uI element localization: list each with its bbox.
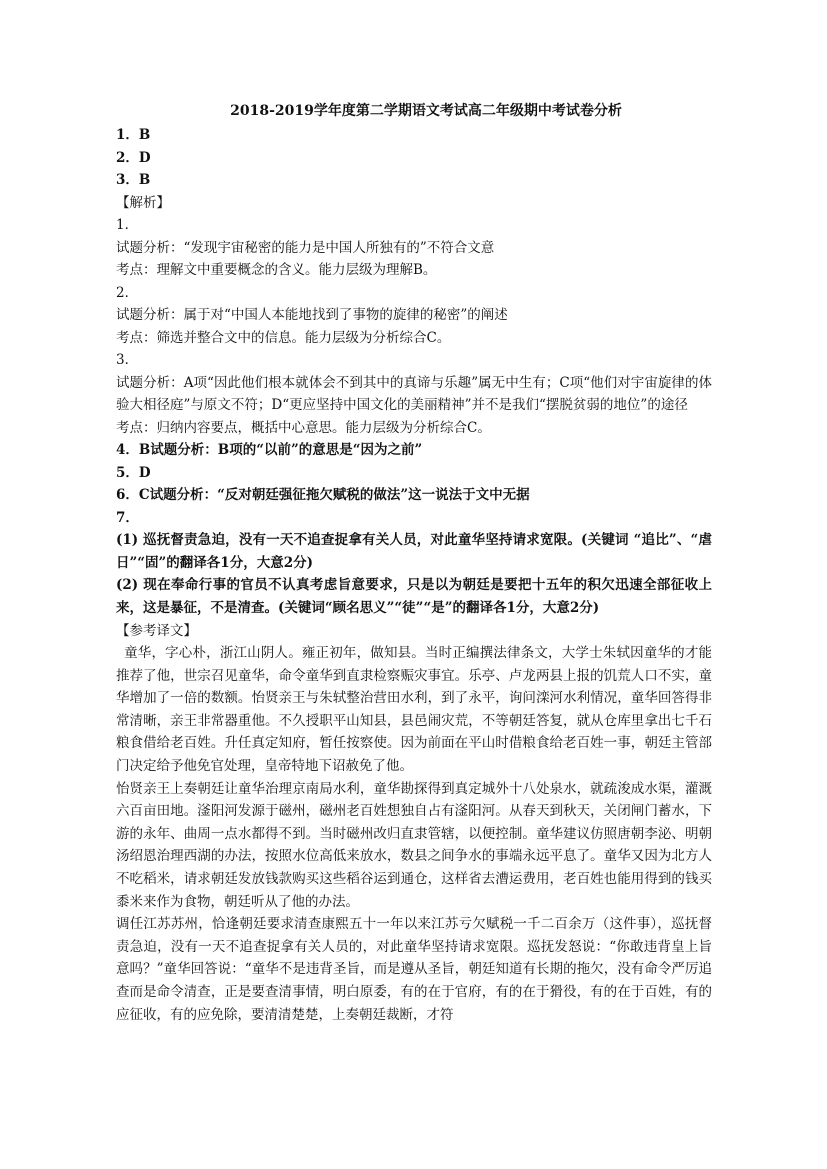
question-1-analysis: 试题分析：“发现宇宙秘密的能力是中国人所独有的”不符合文意	[116, 239, 495, 256]
document-page	[116, 100, 712, 1026]
question-7-number: 7．	[116, 509, 139, 526]
answer-3: 3．B	[116, 172, 151, 188]
question-2-analysis: 试题分析：属于对“中国人本能地找到了事物的旋律的秘密”的阐述	[116, 307, 508, 323]
translation-paragraph-1: 童华，字心朴，浙江山阴人。雍正初年，做知县。当时正编撰法律条文，大学士朱轼因童华的才能推荐了他，世宗召见童华，命令童华到直隶检察赈灾事宜。乐亭、卢龙两县上报的饥荒人口不实，童华增加了一倍的数额。怡贤亲王与朱轼整治营田水利，到了永平，询问滦河水利情况，童华回答得非常清晰，亲王非常器重他。不久授职平山知县，县邑闹灾荒，不等朝廷答复，就从仓库里拿出七千石粮食借给老百姓。升任真定知府，暂任按察使。因为前面在平山时借粮食给老百姓一事，朝廷主管部门决定给予他免官处理，皇帝特地下诏赦免了他。	[116, 645, 712, 775]
translation-answer-2: (2) 现在奉命行事的官员不认真考虑旨意要求，只是以为朝廷是要把十五年的积欠迅速全部征收上来，这是暴征，不是清查。(关键词“顾名思义”“徒”“是”的翻译各1分，大意2分)	[116, 577, 712, 616]
translation-paragraph-3: 调任江苏苏州，恰逢朝廷要求清查康熙五十一年以来江苏亏欠赋税一千二百余万（这件事），巡抚督责急迫，没有一天不追查捉拿有关人员的，对此童华坚持请求宽限。巡抚发怒说：“你敢违背皇上旨意吗？”童华回答说：“童华不是违背圣旨，而是遵从圣旨，朝廷知道有长期的拖欠，没有命令严厉追查而是命令清查，正是要查清事情，明白原委，有的在于官府，有的在于猾役，有的在于百姓，有的应征收，有的应免除，要清清楚楚，上奏朝廷裁断，才符	[116, 916, 712, 1023]
translation-answer-1: (1) 巡抚督责急迫，没有一天不追查捉拿有关人员，对此童华坚持请求宽限。(关键词 “追比”、“虐日”“固”的翻译各1分，大意2分)	[116, 532, 712, 571]
question-2-number: 2．	[116, 284, 139, 301]
question-3-analysis: 试题分析：A项“因此他们根本就体会不到其中的真谛与乐趣”属无中生有；C项“他们对宇宙旋律的体验大相径庭”与原文不符；D“更应坚持中国文化的美丽精神”并不是我们“摆脱贫弱的地位”的途径	[116, 374, 712, 414]
question-3-point: 考点：归纳内容要点，概括中心意思。能力层级为分析综合C。	[116, 419, 491, 436]
document-title: 2018-2019学年度第二学期语文考试高二年级期中考试卷分析	[230, 103, 622, 119]
answer-2: 2．D	[116, 149, 151, 166]
question-3-number: 3．	[116, 352, 139, 368]
reference-translation-heading: 【参考译文】	[116, 622, 197, 639]
answer-5: 5．D	[116, 464, 151, 481]
question-1-point: 考点：理解文中重要概念的含义。能力层级为理解B。	[116, 262, 437, 278]
answer-4: 4．B试题分析：B项的“以前”的意思是“因为之前”	[116, 442, 423, 459]
analysis-heading: 【解析】	[116, 194, 170, 211]
question-2-point: 考点：筛选并整合文中的信息。能力层级为分析综合C。	[116, 329, 451, 346]
question-1-number: 1．	[116, 217, 139, 233]
translation-paragraph-2: 怡贤亲王上奏朝廷让童华治理京南局水利，童华勘探得到真定城外十八处泉水，就疏浚成水渠，灌溉六百亩田地。滏阳河发源于磁州，磁州老百姓想独自占有滏阳河。从春天到秋天，关闭闸门蓄水，下游的永年、曲周一点水都得不到。当时磁州改归直隶管辖，以便控制。童华建议仿照唐朝李泌、明朝汤绍恩治理西湖的办法，按照水位高低来放水，数县之间争水的事端永远平息了。童华又因为北方人不吃稻米，请求朝廷发放钱款购买这些稻谷运到通仓，这样省去漕运费用，老百姓也能用得到的钱买黍米来作为食物，朝廷听从了他的办法。	[116, 780, 712, 910]
answer-1: 1．B	[116, 127, 151, 143]
answer-6: 6．C试题分析：“反对朝廷强征拖欠赋税的做法”这一说法于文中无据	[116, 487, 530, 504]
